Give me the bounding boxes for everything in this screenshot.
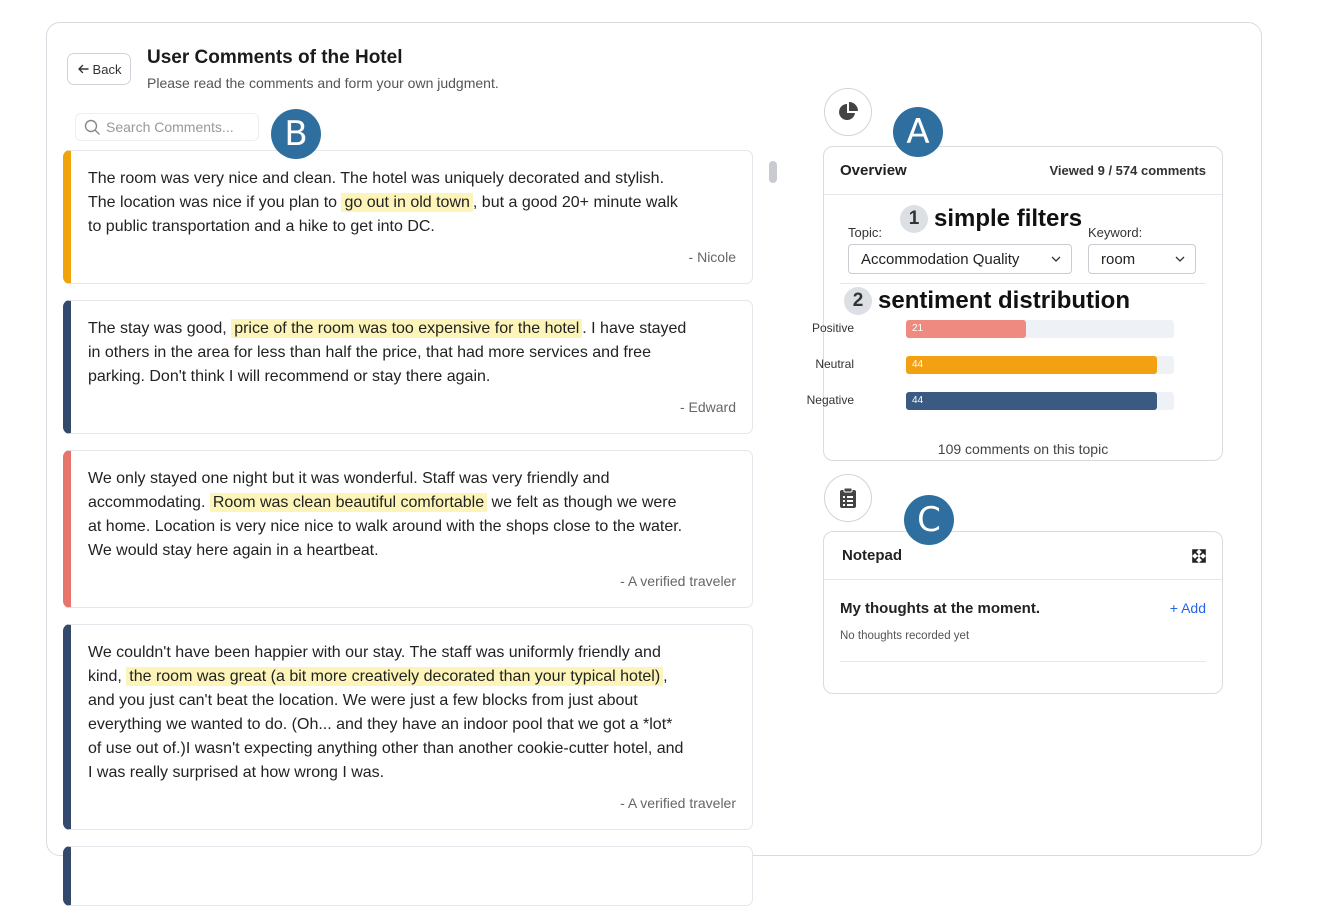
comment-text: The stay was good, price of the room was too expensive for the hotel . I have stayed in others in the area for less than half the price, that had more services and free parking. Don't think I will recommend or stay there again. <box>88 320 687 385</box>
filters-heading-text: simple filters <box>934 205 1083 232</box>
comment-card-partial <box>63 846 753 906</box>
comment-card <box>63 450 753 608</box>
bar-fill-positive <box>906 320 1026 338</box>
comments-scrollbar[interactable] <box>769 161 777 183</box>
search-input[interactable] <box>106 119 256 135</box>
notepad-panel <box>823 531 1223 694</box>
comments-list <box>63 150 755 858</box>
bar-fill-neutral <box>906 356 1157 374</box>
annotation-a: A <box>893 107 943 157</box>
clipboard-icon <box>839 487 857 509</box>
comment-card <box>63 300 753 434</box>
comment-author: - Nicole <box>688 249 736 265</box>
comment-highlight: the room was great (a bit more creatively decorated than your typical hotel) <box>126 667 663 686</box>
bar-count: 44 <box>912 359 924 370</box>
bar-label: Negative <box>806 393 854 407</box>
comment-card <box>63 624 753 830</box>
filters-heading <box>900 205 1082 233</box>
sentiment-row-neutral[interactable] <box>815 355 1180 375</box>
bar-count: 21 <box>912 323 924 334</box>
comment-text: We only stayed one night but it was wonderful. Staff was very friendly and accommodating. Room was clean beautiful comfortable we felt as though we were at home. Location is very nice nice to walk around with the shops close to the water. We would stay here again in a heartbeat. <box>88 470 683 559</box>
page-subtitle: Please read the comments and form your own judgment. <box>147 75 499 91</box>
overview-title: Overview <box>840 162 907 179</box>
sentiment-number-badge: 2 <box>844 287 872 315</box>
topic-label: Topic: <box>848 225 882 240</box>
keyword-label: Keyword: <box>1088 225 1143 240</box>
bar-fill-negative <box>906 392 1157 410</box>
overview-panel <box>806 146 1223 461</box>
notepad-empty-text: No thoughts recorded yet <box>840 630 970 642</box>
topic-select[interactable] <box>848 244 1072 274</box>
arrow-left-icon <box>77 63 89 75</box>
sentiment-row-negative[interactable] <box>806 391 1180 411</box>
comment-card <box>63 150 753 284</box>
back-button[interactable] <box>67 53 131 85</box>
comment-author: - A verified traveler <box>620 795 736 811</box>
keyword-select[interactable] <box>1088 244 1196 274</box>
notepad-header <box>824 532 1222 580</box>
bar-label: Positive <box>811 321 854 335</box>
comment-text: We couldn't have been happier with our stay. The staff was uniformly friendly and kind, the room was great (a bit more creatively decorated than your typical hotel) , and you just can't beat the location. We were just a few blocks from just about everything we wanted to do. (Oh... and they have an indoor pool that we got a *lot* of use out of.)I wasn't expecting anything other than another cookie-cutter hotel, and I was really surprised at how wrong I was. <box>88 644 684 781</box>
comment-author: - Edward <box>679 399 736 415</box>
comment-text: The room was very nice and clean. The hotel was uniquely decorated and stylish. The location was nice if you plan to go out in old town , but a good 20+ minute walk to public transportation and a hike to get into DC. <box>88 170 678 235</box>
overview-toggle[interactable] <box>824 88 872 136</box>
filters-number-badge: 1 <box>900 205 928 233</box>
chevron-down-icon <box>1051 256 1061 262</box>
sentiment-heading-text: sentiment distribution <box>878 287 1130 314</box>
notepad-title: Notepad <box>842 547 902 564</box>
annotation-b: B <box>271 109 321 159</box>
back-label: Back <box>92 61 122 77</box>
viewed-count: Viewed 9 / 574 comments <box>1049 163 1206 178</box>
bar-count: 44 <box>912 395 924 406</box>
bar-label: Neutral <box>815 357 854 371</box>
app-frame <box>46 22 1262 856</box>
comment-highlight: go out in old town <box>341 193 472 212</box>
page-title: User Comments of the Hotel <box>147 47 403 68</box>
search-icon <box>84 119 100 135</box>
comment-highlight: price of the room was too expensive for the hotel <box>231 319 582 338</box>
search-box[interactable] <box>75 113 259 141</box>
sentiment-row-positive[interactable] <box>811 319 1180 339</box>
overview-header <box>824 147 1222 195</box>
expand-icon[interactable] <box>1192 549 1206 563</box>
chevron-down-icon <box>1175 256 1185 262</box>
comment-highlight: Room was clean beautiful comfortable <box>210 493 487 512</box>
bar-track <box>906 320 1174 338</box>
bar-track <box>906 392 1174 410</box>
bar-track <box>906 356 1174 374</box>
add-thought-button[interactable]: + Add <box>1169 600 1206 616</box>
notepad-subtitle: My thoughts at the moment. <box>840 600 1040 617</box>
pie-chart-icon <box>837 101 859 123</box>
sentiment-heading <box>844 287 1130 315</box>
comment-author: - A verified traveler <box>620 573 736 589</box>
overview-divider <box>840 283 1206 284</box>
topic-select-value: Accommodation Quality <box>861 250 1020 268</box>
keyword-select-value: room <box>1101 250 1136 268</box>
notepad-toggle[interactable] <box>824 474 872 522</box>
topic-comment-count: 109 comments on this topic <box>937 441 1109 457</box>
annotation-c: C <box>904 495 954 545</box>
notepad-divider <box>840 661 1206 662</box>
